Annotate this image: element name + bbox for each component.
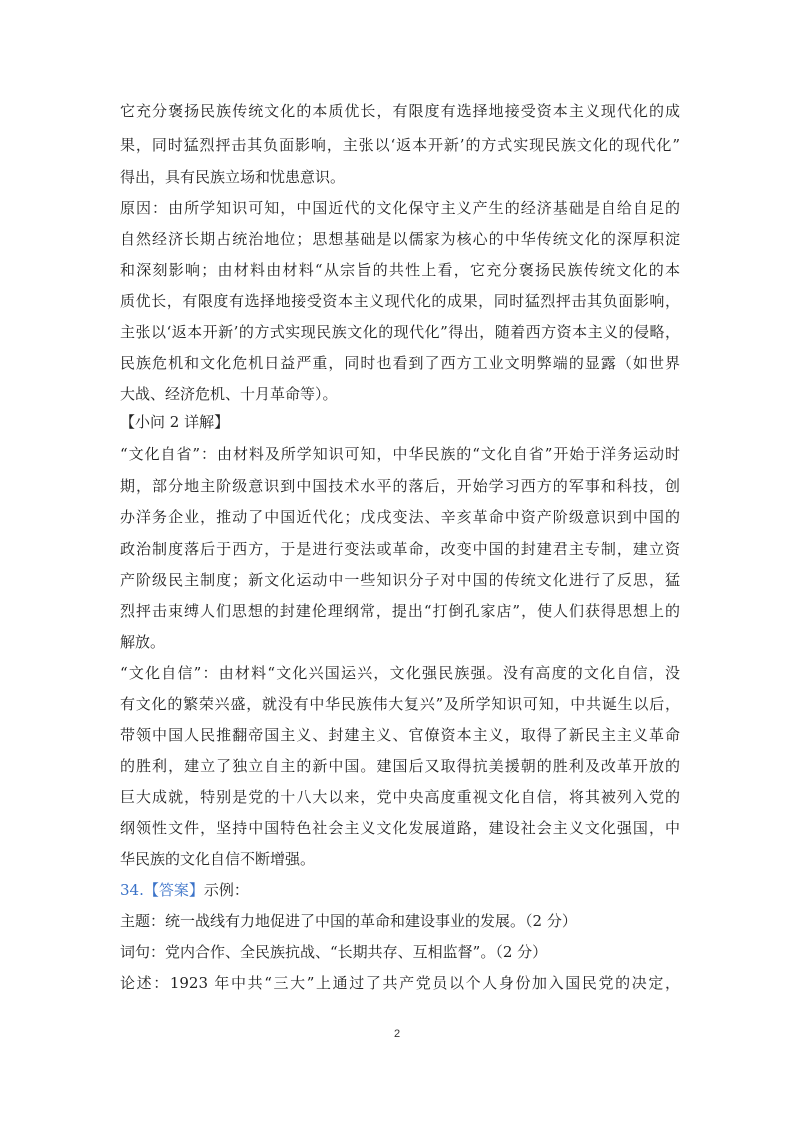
text-line: 和深刻影响；由材料由材料“从宗旨的共性上看，它充分褒扬民族传统文化的本 xyxy=(120,261,680,279)
text-line: “文化自信”：由材料“文化兴国运兴，文化强民族强。没有高度的文化自信，没 xyxy=(120,664,680,682)
text-line: 主张以‘返本开新’的方式实现民族文化的现代化”得出，随着西方资本主义的侵略， xyxy=(120,323,680,341)
answer-tag: 【答案】 xyxy=(143,881,204,899)
text-line: 论述：1923 年中共“三大”上通过了共产党员以个人身份加入国民党的决定， xyxy=(120,974,680,992)
answer-label: 示例： xyxy=(203,881,249,899)
text-line: 巨大成就，特别是党的十八大以来，党中央高度重视文化自信，将其被列入党的 xyxy=(120,788,680,806)
text-line: 的胜利，建立了独立自主的新中国。建国后又取得抗美援朝的胜利及改革开放的 xyxy=(120,757,680,775)
answer-number: 34. xyxy=(120,881,144,899)
text-line: 政治制度落后于西方，于是进行变法或革命，改变中国的封建君主专制，建立资 xyxy=(120,540,680,558)
text-line: 烈抨击束缚人们思想的封建伦理纲常，提出“打倒孔家店”，使人们获得思想上的 xyxy=(120,602,680,620)
text-line: 办洋务企业，推动了中国近代化；戊戌变法、辛亥革命中资产阶级意识到中国的 xyxy=(120,508,680,526)
text-line: 期，部分地主阶级意识到中国技术水平的落后，开始学习西方的军事和科技，创 xyxy=(120,477,680,495)
text-line: 词句：党内合作、全民族抗战、“长期共存、互相监督”。（2 分） xyxy=(120,943,548,961)
text-line: 它充分褒扬民族传统文化的本质优长，有限度有选择地接受资本主义现代化的成 xyxy=(120,102,680,120)
text-line: 带领中国人民推翻帝国主义、封建主义、官僚资本主义，取得了新民主主义革命 xyxy=(120,726,680,744)
text-line: 主题：统一战线有力地促进了中国的革命和建设事业的发展。（2 分） xyxy=(120,912,577,930)
text-line: 纲领性文件，坚持中国特色社会主义文化发展道路，建设社会主义文化强国，中 xyxy=(120,819,680,837)
text-line: 大战、经济危机、十月革命等）。 xyxy=(120,385,338,403)
answer-line xyxy=(120,879,680,901)
text-line: 民族危机和文化危机日益严重，同时也看到了西方工业文明弊端的显露（如世界 xyxy=(120,354,680,372)
text-line: 解放。 xyxy=(120,633,166,651)
text-line: 质优长，有限度有选择地接受资本主义现代化的成果，同时猛烈抨击其负面影响， xyxy=(120,292,680,310)
text-line: 得出，具有民族立场和忧患意识。 xyxy=(120,168,346,186)
text-line: 果，同时猛烈抨击其负面影响，主张以‘返本开新’的方式实现民族文化的现代化” xyxy=(120,136,680,154)
text-line: 自然经济长期占统治地位；思想基础是以儒家为核心的中华传统文化的深厚积淀 xyxy=(120,230,680,248)
page-number: 2 xyxy=(393,1028,401,1040)
text-line: “文化自省”：由材料及所学知识可知，中华民族的“文化自省”开始于洋务运动时 xyxy=(120,445,680,463)
section-heading: 【小问 2 详解】 xyxy=(120,413,230,431)
text-line: 华民族的文化自信不断增强。 xyxy=(120,850,316,868)
text-line: 产阶级民主制度；新文化运动中一些知识分子对中国的传统文化进行了反思，猛 xyxy=(120,571,680,589)
text-line: 原因：由所学知识可知，中国近代的文化保守主义产生的经济基础是自给自足的 xyxy=(120,199,680,217)
text-line: 有文化的繁荣兴盛，就没有中华民族伟大复兴”及所学知识可知，中共诞生以后， xyxy=(120,695,680,713)
